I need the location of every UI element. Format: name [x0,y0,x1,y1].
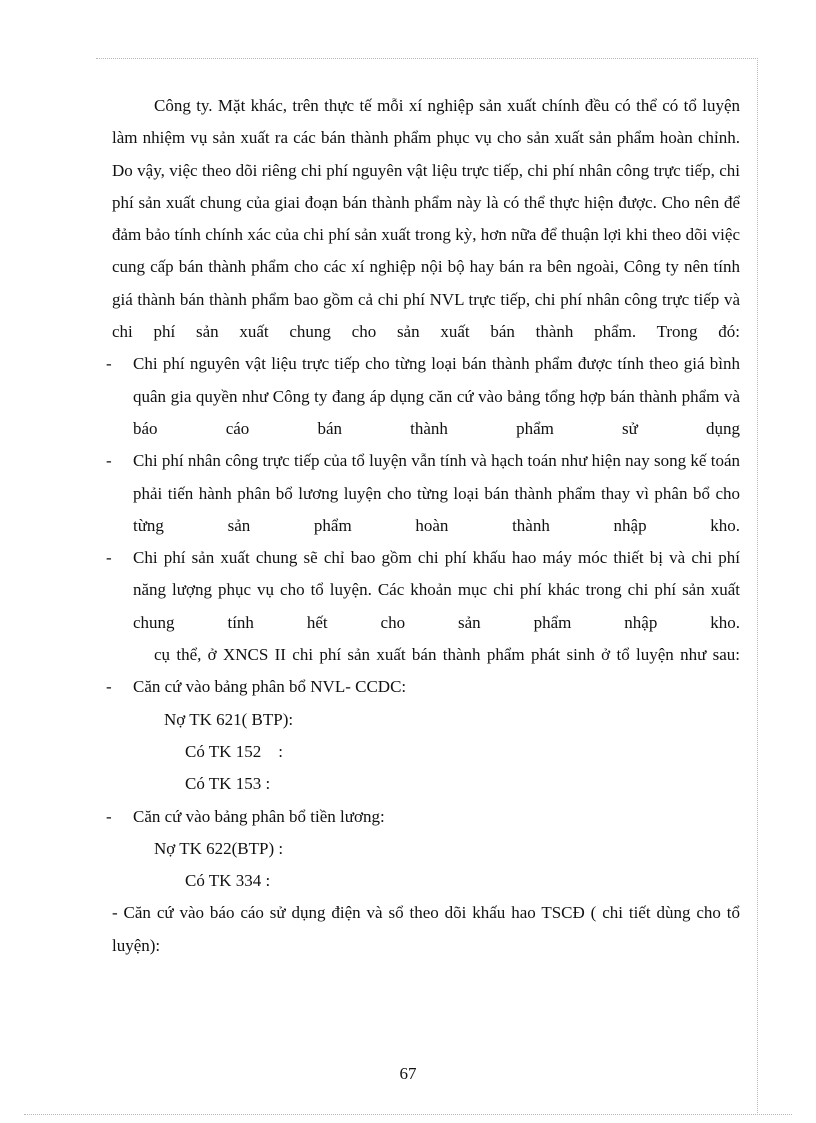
bullet-text: Chi phí nguyên vật liệu trực tiếp cho từng loại bán thành phẩm được tính theo giá bình quân gia quyền như Công ty đang áp dụng căn cứ vào bảng tổng hợp bán thành phẩm và báo cáo bán thành phẩm sử dụng [133,354,740,438]
bullet-dash: - [106,548,112,568]
entry-nvl-title [106,671,740,703]
bullet-dash: - [106,451,112,471]
bullet-dash: - [106,806,112,826]
bullet-text: Chi phí sản xuất chung sẽ chỉ bao gồm chi phí khấu hao máy móc thiết bị và chi phí năng lượng phục vụ cho tổ luyện. Các khoản mục chi phí khác trong chi phí sản xuất chung tính hết cho sản phẩm nhập kho. [133,548,740,632]
entry-co-152: Có TK 152 : [185,741,283,761]
bullet-item-nvl [106,348,740,445]
page-number: 67 [399,1064,417,1083]
entry-co-334: Có TK 334 : [185,871,271,891]
bullet-dash: - [106,354,112,374]
page-border-bottom [24,1114,792,1115]
entry-luong-title [106,801,740,833]
bullet-item-sxc [106,542,740,639]
entry-co-153: Có TK 153 : [185,774,271,794]
entry-no-621: Nợ TK 621( BTP): [164,709,294,729]
bullet-item-nhan-cong [106,445,740,542]
page-border-right [757,58,758,1115]
paragraph-xncs: cụ thể, ở XNCS II chi phí sản xuất bán thành phẩm phát sinh ở tổ luyện như sau: [154,645,740,665]
bullet-dash: - [106,677,112,697]
entry-text: Căn cứ vào bảng phân bổ NVL- CCDC: [133,677,407,697]
document-body [106,90,740,962]
entry-no-622: Nợ TK 622(BTP) : [154,838,284,858]
paragraph-intro: Công ty. Mặt khác, trên thực tế mỗi xí nghiệp sản xuất chính đều có thể có tổ luyện làm nhiệm vụ sản xuất ra các bán thành phẩm phục vụ cho sản xuất sản phẩm hoàn chỉnh. Do vậy, việc theo dõi riêng chi phí nguyên vật liệu trực tiếp, chi phí nhân công trực tiếp, chi phí sản xuất chung của giai đoạn bán thành phẩm này là có thể thực hiện được. Cho nên để đảm bảo tính chính xác của chi phí sản xuất trong kỳ, hơn nữa để thuận lợi khi theo dõi việc cung cấp bán thành phẩm cho các xí nghiệp nội bộ hay bán ra bên ngoài, Công ty nên tính giá thành bán thành phẩm bao gồm cả chi phí NVL trực tiếp, chi phí nhân công trực tiếp và chi phí sản xuất chung cho sản xuất bán thành phẩm. Trong đó: [112,96,740,342]
entry-text: Căn cứ vào bảng phân bổ tiền lương: [133,806,385,826]
page-border-top [96,58,758,59]
paragraph-final: - Căn cứ vào báo cáo sử dụng điện và sổ theo dõi khấu hao TSCĐ ( chi tiết dùng cho tổ luyện): [112,903,740,955]
bullet-text: Chi phí nhân công trực tiếp của tổ luyện vẫn tính và hạch toán như hiện nay song kế toán phải tiến hành phân bổ lương luyện cho từng loại bán thành phẩm thay vì phân bổ cho từng sản phẩm hoàn thành nhập kho. [133,451,740,535]
